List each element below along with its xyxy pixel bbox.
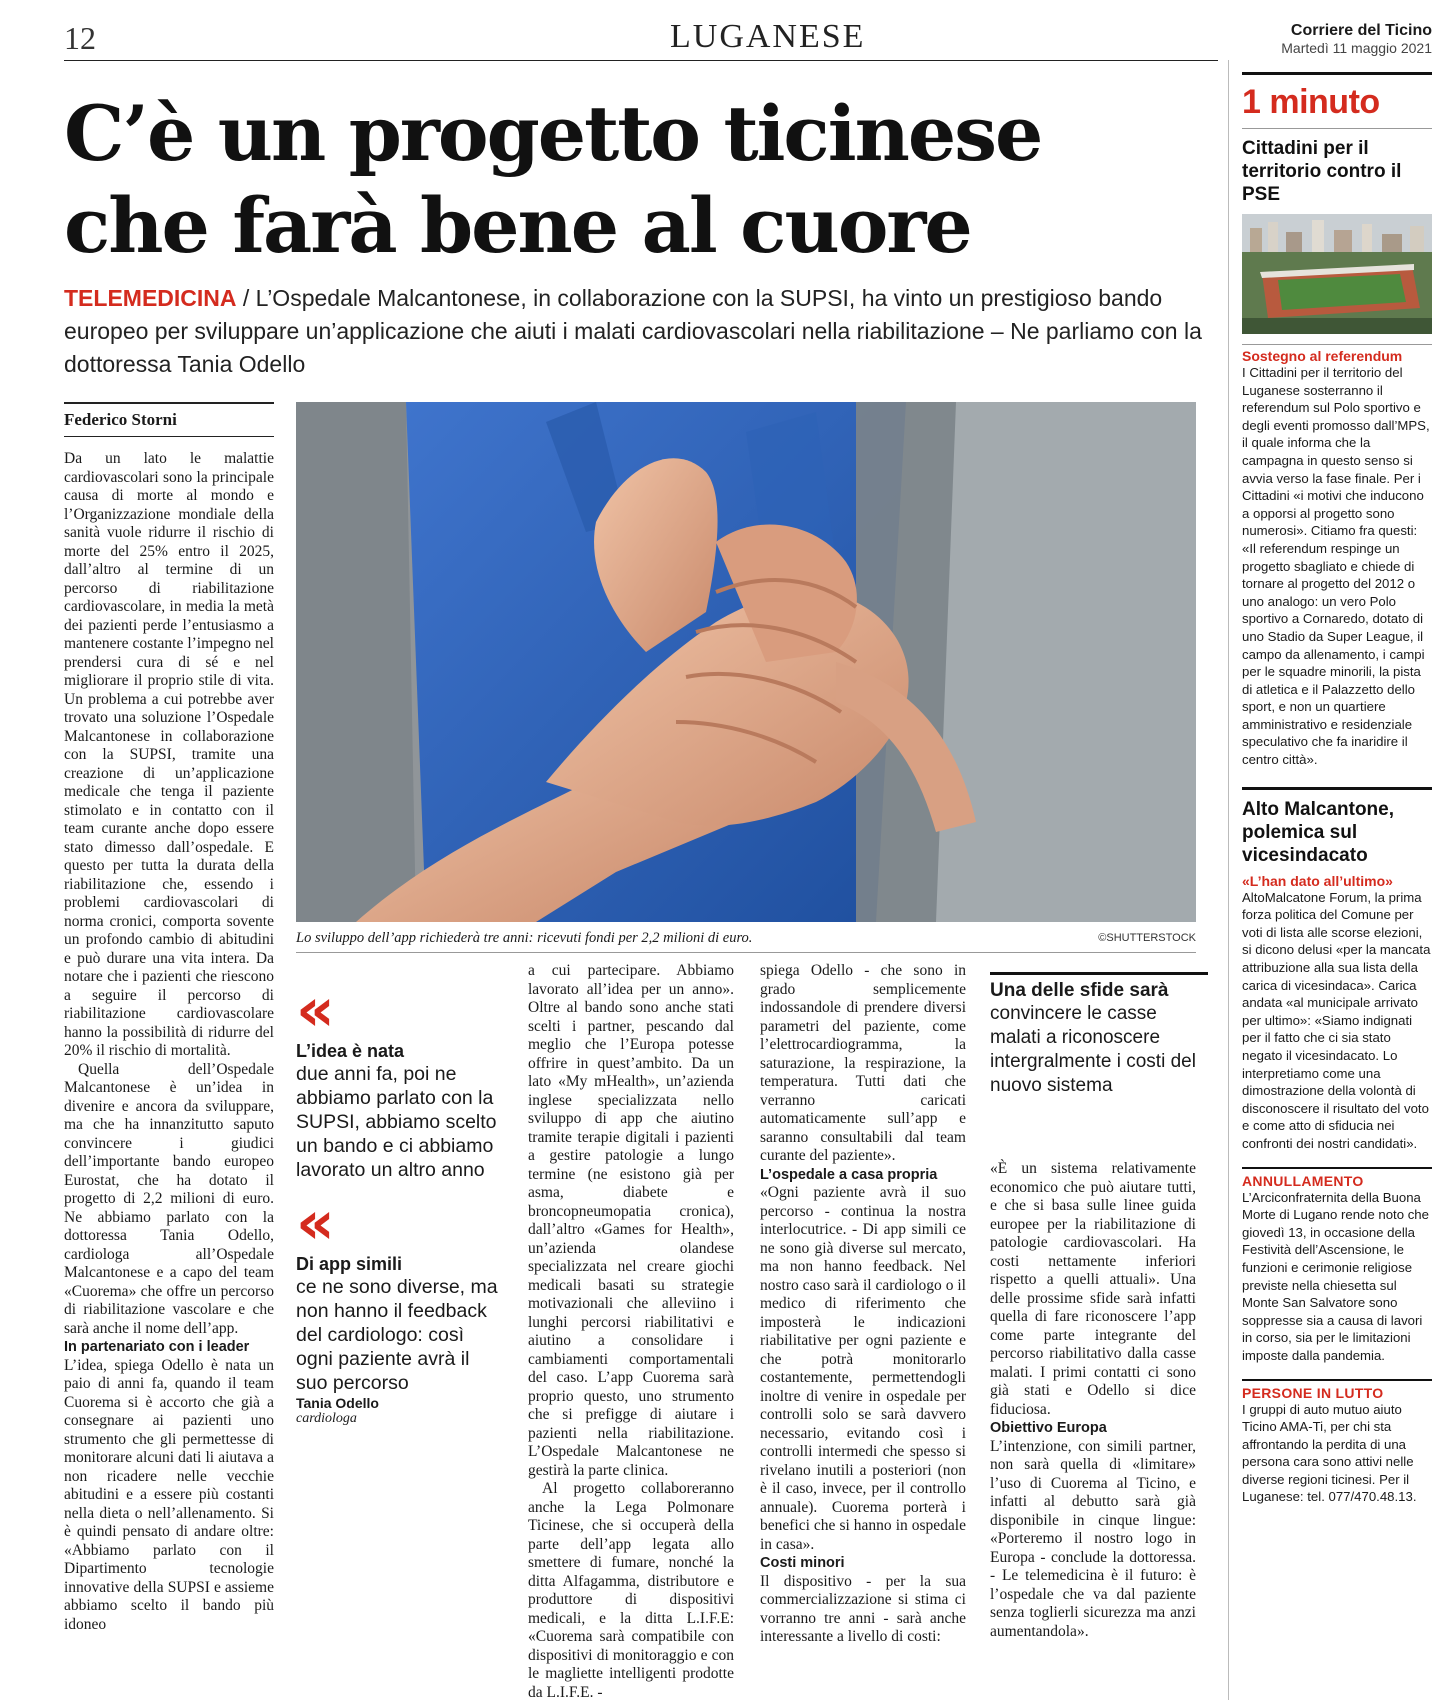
sidebar-kicker: ANNULLAMENTO — [1242, 1172, 1364, 1189]
hands-on-chest-illustration — [296, 402, 1196, 922]
sidebar-rule — [1242, 1379, 1432, 1381]
headline — [64, 88, 1184, 272]
issue-date: Martedì 11 maggio 2021 — [1281, 40, 1432, 56]
masthead — [1281, 22, 1432, 56]
sidebar-kicker: PERSONE IN LUTTO — [1242, 1384, 1384, 1401]
sidebar-rule — [1242, 72, 1432, 75]
sidebar-item-body: I Cittadini per il territorio del Luganese sosterranno il referendum sul Polo sportivo e degli eventi promosso dall’MPS, il quale informa che la campagna in questo senso si avvia verso la fase finale. Per i Cittadini «i motivi che inducono a opporsi al progetto sono numerosi». Citiamo fra questi: «Il referendum respinge un progetto sbagliato e chiede di tornare al progetto del 2012 o uno analogo: un vero Polo sportivo a Cornaredo, dotato di uno Stadio da Super League, il campo da allenamento, i campi per le squadre minorili, la pista di atletica e il Palazzetto dello sport, e non un quartiere amministrativo e residenziale speculativo che fa inaridire il centro città». — [1242, 365, 1430, 768]
sidebar-item-body: L’Arciconfraternita della Buona Morte di Lugano rende noto che giovedì 13, in occasione della Festività dell’Ascensione, le funzioni e cerimonie religiose previste nella chiesetta sul Monte San Salvatore sono soppresse sia a causa di lavori in corso, sia per le limitazioni imposte dalla pandemia. — [1242, 1189, 1429, 1363]
sidebar-rule — [1242, 787, 1432, 790]
subhead: Costi minori — [760, 1555, 845, 1571]
column-5 — [990, 1160, 1196, 1641]
stadium-aerial-illustration — [1242, 214, 1432, 334]
quote-title: L’idea è nata — [296, 1041, 405, 1061]
paragraph: Quella dell’Ospedale Malcantonese è un’idea in divenire e ancora da sviluppare, ma che ha innanzitutto saputo convincere i giudici dell’importante bando europeo Eurostat, che ha dotato il progetto di 2,2 milioni di euro. Ne abbiamo parlato con la dottoressa Tania Odello, cardiologa all’Ospedale Malcantonese e a capo del team «Cuorema» che offre un percorso di riabilitazione vascolare e che sarà anche il nome dell’app. — [64, 1060, 274, 1337]
photo-credit: ©SHUTTERSTOCK — [1098, 932, 1196, 944]
quote-title: Di app simili — [296, 1254, 403, 1274]
stadium-photo — [1242, 214, 1432, 334]
header-rule — [64, 60, 1218, 61]
paragraph: L’idea, spiega Odello è nata un paio di anni fa, quando il team Cuorema si è accorto che già a consegnare ai pazienti uno strumento che gli permettesse di monitorare alcuni dati li aiutava a non ricadere nelle vecchie abitudini e a essere più costanti nella dieta o nell’allenamento. Si è quindi pensato di andare oltre: «Abbiamo parlato con il Dipartimento tecnologie innovative della SUPSI e assieme abbiamo scelto il bando più idoneo — [64, 1356, 274, 1633]
sidebar-rule — [1242, 128, 1432, 129]
sidebar-1-minuto — [1242, 72, 1432, 1506]
sidebar-rule — [1242, 1167, 1432, 1169]
byline-rule-bottom — [64, 436, 274, 437]
caption-rule — [296, 952, 1196, 953]
pull-quote — [990, 980, 1208, 1098]
pull-quote-title: Una delle sfide sarà — [990, 980, 1169, 1001]
article-photo — [296, 402, 1196, 922]
pull-quote-rule — [990, 972, 1208, 975]
paragraph: «È un sistema relativamente economico che può aiutare tutti, e che si basa sulle linee guida europee per la riabilitazione di patologie cardiovascolari. Ha costi nettamente inferiori rispetto a quelli attuali». Una delle prossime sfide sarà infatti quella di fare riconoscere l’app come parte integrante del percorso riabilitativo dalla casse malati. I primi contatti ci sono già stati e Odello si dice fiduciosa. — [990, 1160, 1196, 1418]
byline-rule — [64, 402, 274, 404]
headline-line-2: che farà bene al cuore — [64, 181, 971, 270]
sidebar-item-subtitle: Sostegno al referendum — [1242, 344, 1432, 364]
sidebar-item-body: I gruppi di auto mutuo aiuto Ticino AMA-Ti, per chi sta affrontando la perdita di una persona cara sono attivi nelle diverse regioni ticinesi. Per il Luganese: tel. 077/470.48.13. — [1242, 1401, 1417, 1505]
paragraph: Al progetto collaboreranno anche la Lega Polmonare Ticinese, che si occuperà della parte dell’app legata allo smettere di fumare, nonché la ditta Alfagamma, distributore e produttore di dispositivi medicali, e la ditta L.I.F.E: «Cuorema sarà compatibile con dispositivi di monitoraggio e con le magliette intelligenti prodotte da L.I.F.E. - — [528, 1480, 734, 1701]
column-4 — [760, 962, 966, 1647]
quote-mark-icon: « — [296, 975, 335, 1045]
paragraph: L’intenzione, con simili partner, non sarà quella di «limitare» l’uso di Cuorema al Ticino, e infatti al debutto sarà già disponibile in cinque lingue: «Porteremo il nostro logo in Europa - conclude la dottoressa. - Le telemedicina è il futuro: è l’ospedale che va dal paziente senza toglierli sicurezza ma anzi aumentandola». — [990, 1437, 1196, 1640]
sidebar-item-body: AltoMalcatone Forum, la prima forza politica del Comune per voti di lista alle scorse elezioni, si dicono delusi «per la mancata attribuzione alla sua lista della carica di vicesindaca». Carica andata «al municipale arrivato per ultimo»: «Siamo indignati per il fatto che ci sia stato negato il vicesindacato. Lo interpretiamo come una dimostrazione della volontà di disconoscere il risultato del voto e come atto di sfiducia nei confronti dei nostri candidati». — [1242, 889, 1431, 1151]
byline: Federico Storni — [64, 410, 177, 429]
subhead: L’ospedale a casa propria — [760, 1166, 938, 1183]
subhead: In partenariato con i leader — [64, 1339, 250, 1355]
page-number: 12 — [64, 20, 96, 56]
sidebar-heading: 1 minuto — [1242, 83, 1380, 121]
pull-quote-text: convincere le casse malati a riconoscere intergralmente i costi del nuovo sistema — [990, 1003, 1196, 1096]
paragraph: a cui partecipare. Abbiamo lavorato all’idea per un anno». Oltre al bando sono anche stati scelti i partner, pescando dal meglio che l’Europa potesse offrire in quest’ambito. Da un lato «My mHealth», un’azienda inglese specializzata nello sviluppo di app che aiutino tramite terapie digitali i pazienti a gestire patologie a lungo termine (ne esistono già per asma, diabete e broncopneumopatia cronica), dall’altro «Games for Health», un’azienda olandese specializzata nel creare giochi medicali basati su strategie motivazionali che alleviino i lunghi percorsi riabilitativi e aiutino a consolidare i cambiamenti comportamentali del caso. L’app Cuorema sarà proprio questo, uno strumento che si prefigge di aiutare i pazienti nella riabilitazione. L’Ospedale Malcantonese ne gestirà la parte clinica. — [528, 962, 734, 1479]
quote-text: due anni fa, poi ne abbiamo parlato con la SUPSI, abbiamo scelto un bando e ci abbiamo lavorato un altro anno — [296, 1063, 497, 1181]
section-name: LUGANESE — [670, 18, 866, 55]
sidebar-item-title: Alto Malcantone, polemica sul vicesindacato — [1242, 798, 1395, 866]
deck-text: / L’Ospedale Malcantonese, in collaborazione con la SUPSI, ha vinto un prestigioso bando europeo per sviluppare un’applicazione che aiuti i malati cardiovascolari nella riabilitazione – Ne parliamo con la dottoressa Tania Odello — [64, 285, 1202, 377]
quote-mark-icon: « — [296, 1188, 335, 1258]
deck — [64, 282, 1214, 381]
sidebar-item-title: Cittadini per il territorio contro il PSE — [1242, 138, 1402, 205]
quote-text: ce ne sono diverse, ma non hanno il feedback del cardiologo: così ogni paziente avrà il suo percorso — [296, 1276, 498, 1394]
deck-tag: TELEMEDICINA — [64, 285, 237, 311]
column-3 — [528, 962, 734, 1702]
paragraph: spiega Odello - che sono in grado semplicemente indossandole di prendere diversi parametri del paziente, come l’elettrocardiogramma, la saturazione, la respirazione, la temperatura. Tutti dati che verranno caricati automaticamente sull’app e saranno consultabili dal team curante del paziente». — [760, 962, 966, 1164]
paragraph: «Ogni paziente avrà il suo percorso - continua la nostra interlocutrice. - Di app simili ce ne sono già diverse sul mercato, ma non hanno feedback. Nel nostro caso sarà il cardiologo o il medico di riferimento che imposterà le indicazioni riabilitative per ogni paziente e che potrà monitorarlo costantemente, permettendogli inoltre di venire in ospedale per controlli solo se sarà davvero necessario, evitando così i controlli intermedi che spesso si rivelano inutili a posteriori (non è il caso, invece, per il controllo annuale). Cuorema porterà i benefici che si hanno in ospedale in casa». — [760, 1184, 966, 1553]
photo-caption: Lo sviluppo dell’app richiederà tre anni: ricevuti fondi per 2,2 milioni di euro. — [296, 930, 753, 946]
column-1 — [64, 450, 274, 1634]
quote-box-2 — [296, 1188, 506, 1427]
paragraph: Da un lato le malattie cardiovascolari sono la principale causa di morte al mondo e l’Organizzazione mondiale della sanità vuole ridurre il rischio di morte del 25% entro il 2025, dall’altro al termine di un percorso di riabilitazione cardiovascolare, in media la metà dei pazienti perde l’entusiasmo a mantenere costante l’impegno nel prendersi cura di sé e nel migliorare il proprio stile di vita. Un problema a cui potrebbe aver trovato una soluzione l’Ospedale Malcantonese in collaborazione con la SUPSI, tramite una creazione di un’applicazione medicale che tenga il paziente stimolato e in contatto con il team curante anche dopo essere stato dimesso dall’ospedale. E questo per tutta la durata della riabilitazione che, essendo i problemi cardiovascolari di norma cronici, comporta sovente un profondo cambio di abitudini e può durare una vita intera. Da notare che i pazienti che riescono a seguire il percorso di riabilitazione cardiovascolare hanno la possibilità di ridurre del 20% il rischio di mortalità. — [64, 450, 274, 1059]
sidebar-divider — [1228, 60, 1229, 1700]
paragraph: Il dispositivo - per la sua commercializzazione si stima ci vorranno tre anni - sarà anche interessante a livello di costi: — [760, 1572, 966, 1645]
quote-box-1 — [296, 975, 506, 1182]
sidebar-item-subtitle: «L’han dato all’ultimo» — [1242, 872, 1393, 889]
quote-author-role: cardiologa — [296, 1411, 357, 1426]
headline-line-1: C’è un progetto ticinese — [64, 89, 1042, 178]
quote-author: Tania Odello — [296, 1395, 379, 1411]
subhead: Obiettivo Europa — [990, 1420, 1107, 1436]
paper-name: Corriere del Ticino — [1290, 22, 1432, 39]
